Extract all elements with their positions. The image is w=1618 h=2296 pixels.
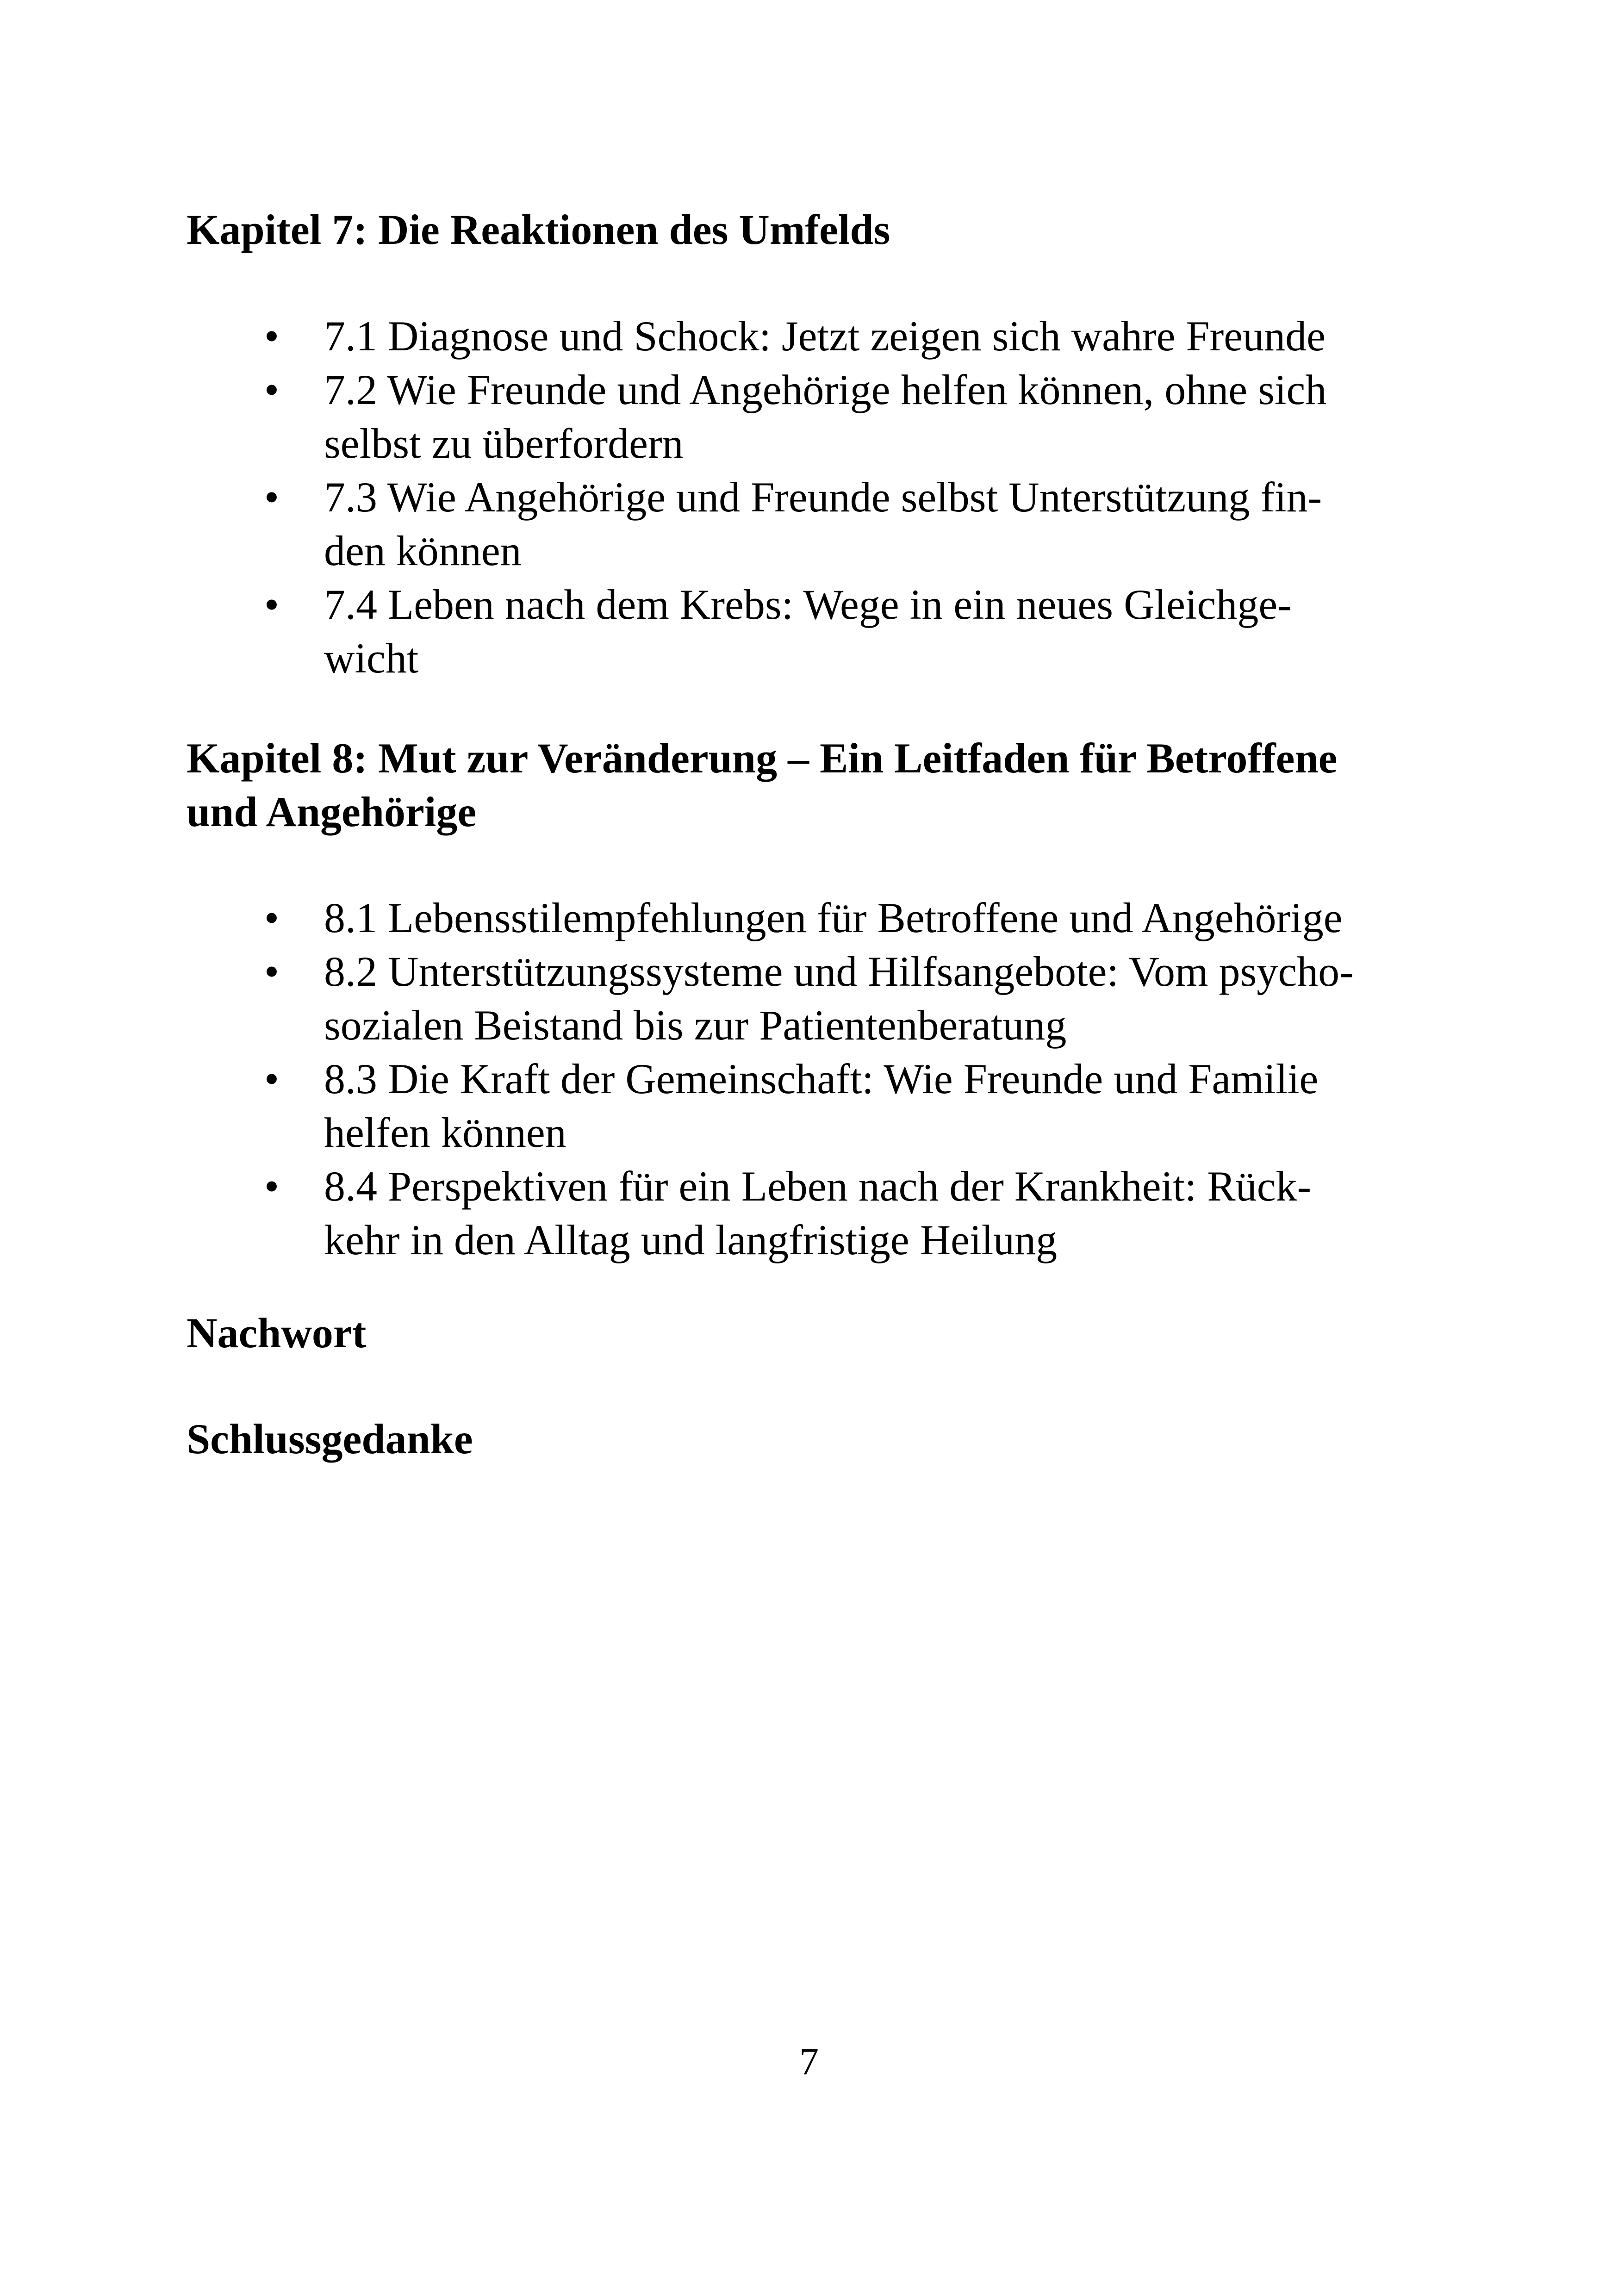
list-item [187,470,1418,578]
list-item [187,945,1418,1052]
list-item [187,578,1418,685]
list-item-line: den können [324,527,522,574]
list-item [187,1159,1418,1267]
list-item [187,363,1418,470]
bullet-icon: • [264,366,280,413]
list-item-line: helfen können [324,1109,566,1156]
chapter-7-list [187,309,1464,685]
schlussgedanke-heading: Schlussgedanke [187,1415,473,1462]
chapter-8-list [187,891,1464,1267]
bullet-icon: • [264,894,280,941]
chapter-8-heading-line: Kapitel 8: Mut zur Veränderung – Ein Leitfaden für Betroffene [187,734,1338,782]
list-item-line: 7.3 Wie Angehörige und Freunde selbst Unterstützung fin- [324,473,1322,521]
list-item [187,309,1418,363]
chapter-8-heading-line: und Angehörige [187,788,477,835]
bullet-icon: • [264,1055,280,1102]
list-item-line: kehr in den Alltag und langfristige Heilung [324,1216,1058,1263]
bullet-icon: • [264,1163,280,1210]
list-item-line: 8.4 Perspektiven für ein Leben nach der Krankheit: Rück- [324,1163,1312,1210]
list-item [187,891,1418,945]
list-item-line: 8.2 Unterstützungssysteme und Hilfsangebote: Vom psycho- [324,948,1354,995]
bullet-icon: • [264,312,280,360]
page-number: 7 [799,2040,819,2083]
nachwort-heading: Nachwort [187,1309,367,1356]
list-item-line: 7.1 Diagnose und Schock: Jetzt zeigen sich wahre Freunde [324,312,1326,360]
chapter-7-heading: Kapitel 7: Die Reaktionen des Umfelds [187,206,890,253]
bullet-icon: • [264,473,280,521]
list-item-line: 7.4 Leben nach dem Krebs: Wege in ein neues Gleichge- [324,581,1292,628]
chapter-8-heading [187,731,1464,839]
list-item-line: sozialen Beistand bis zur Patientenberatung [324,1002,1067,1049]
list-item-line: 8.3 Die Kraft der Gemeinschaft: Wie Freunde und Familie [324,1055,1319,1102]
list-item-line: selbst zu überfordern [324,420,684,467]
list-item [187,1052,1418,1159]
list-item-line: 8.1 Lebensstilempfehlungen für Betroffene und Angehörige [324,894,1343,941]
list-item-line: wicht [324,635,419,682]
bullet-icon: • [264,948,280,995]
bullet-icon: • [264,581,280,628]
list-item-line: 7.2 Wie Freunde und Angehörige helfen können, ohne sich [324,366,1327,413]
